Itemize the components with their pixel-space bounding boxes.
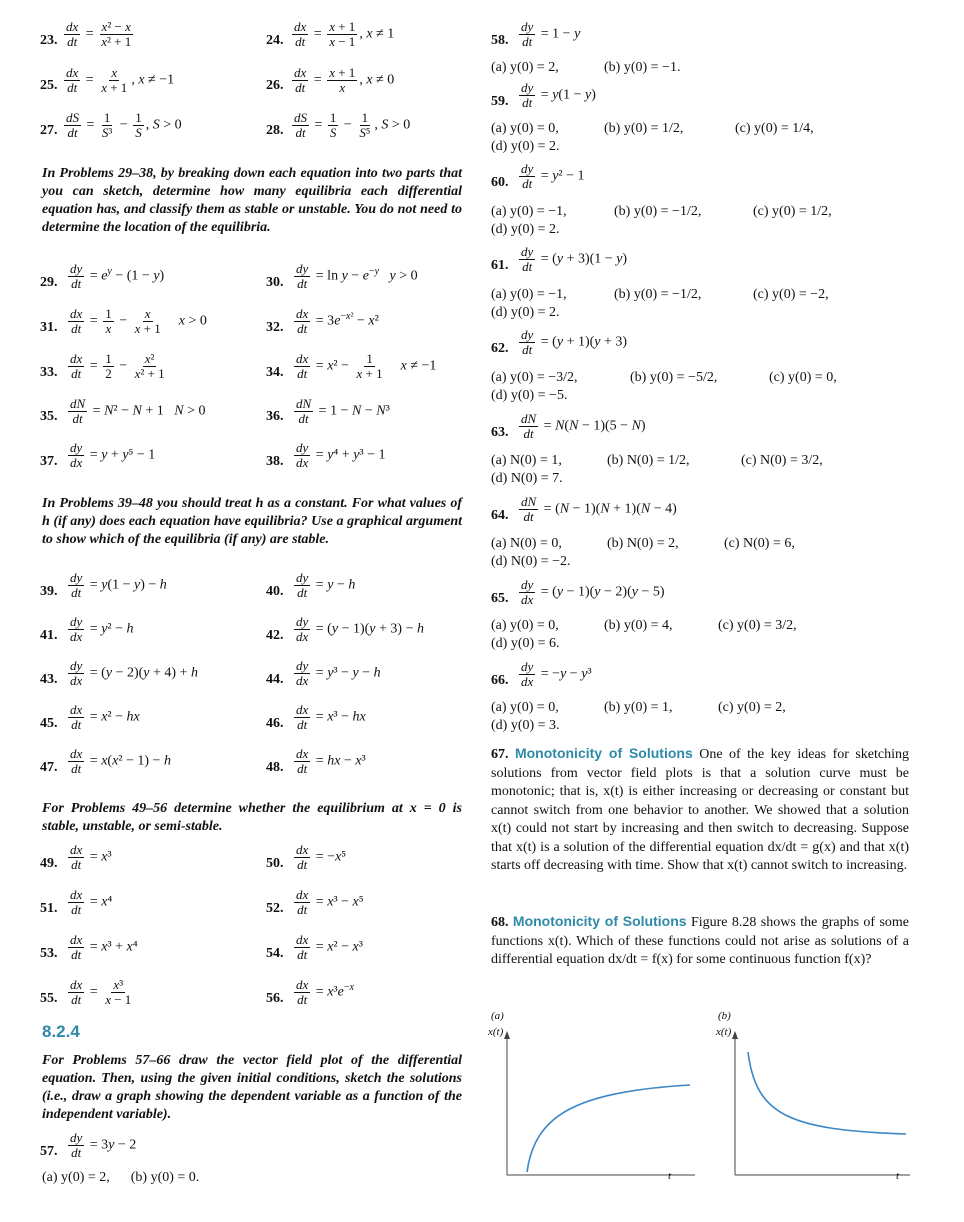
ic-c: (c) y(0) = 1/4, [735, 121, 814, 136]
graph-a-curve [527, 1085, 690, 1172]
problem-equation: $\frac{dy}{dt}$ = y² − 1 [521, 161, 585, 191]
graph-b-curve [748, 1052, 906, 1134]
problem-number: 23. [40, 33, 58, 48]
problem-equation: $\frac{dN}{dt}$ = N(N − 1)(5 − N) [521, 411, 646, 441]
ic-a: (a) y(0) = 0, [491, 700, 559, 715]
problem-equation: $\frac{dx}{dt}$ = $\frac{x + 1}{x - 1}$ , x ≠ 1 [294, 19, 395, 49]
problem-equation: $\frac{dx}{dt}$ = x³ − hx [296, 702, 366, 732]
ic-b: (b) N(0) = 1/2, [607, 453, 690, 468]
problem-equation: $\frac{dx}{dt}$ = $x^3e^{-x}$ [296, 977, 354, 1007]
ic-c: (c) N(0) = 3/2, [741, 453, 823, 468]
problem-number: 46. [266, 716, 284, 731]
graph-b [718, 1030, 918, 1185]
problem-number: 42. [266, 628, 284, 643]
problem-equation: $\frac{dS}{dt}$ = $\frac{1}{S}$ − $\frac{1}{\text{S⁵}}$ , S > 0 [294, 110, 411, 140]
problem-equation: $\frac{dy}{dt}$ = 1 − y [521, 19, 581, 49]
ic-c: (c) y(0) = 3/2, [718, 618, 797, 633]
problem-number: 49. [40, 856, 58, 871]
problem-number: 43. [40, 672, 58, 687]
instructions-49-56: For Problems 49–56 determine whether the equilibrium at x = 0 is stable, unstable, or semi-stable. [42, 801, 462, 834]
problem-equation: $\frac{dx}{dt}$ = x(x² − 1) − h [70, 746, 171, 776]
ic-c: (c) N(0) = 6, [724, 536, 795, 551]
ic-d: (d) N(0) = 7. [491, 471, 563, 486]
problem-equation: $\frac{dy}{dx}$ = y² − h [70, 614, 134, 644]
graph-b-y-arrow [732, 1031, 738, 1039]
ic-b: (b) y(0) = −5/2, [630, 370, 718, 385]
problem-equation: $\frac{dx}{dt}$ = $\frac{x}{x + 1}$ , x ≠ −1 [66, 65, 175, 95]
graph-b-label: (b) [718, 1010, 731, 1022]
problem-number: 48. [266, 760, 284, 775]
problem-equation: $\frac{dx}{dt}$ = $\frac{1}{2}$ − $\frac{\text{x²}}{\text{x² + 1}}$ [70, 351, 165, 381]
problem-equation: $\frac{dy}{dx}$ = (y − 1)(y + 3) − h [296, 614, 424, 644]
problem-number: 27. [40, 123, 58, 138]
problem-number: 33. [40, 365, 58, 380]
problem-equation: $\frac{dx}{dt}$ = x³ + x⁴ [70, 932, 138, 962]
problem-number: 61. [491, 258, 509, 273]
problem-number: 52. [266, 901, 284, 916]
problem-number: 60. [491, 175, 509, 190]
problem-equation: $\frac{dx}{dt}$ = x³ − x⁵ [296, 887, 364, 917]
problem-number: 59. [491, 94, 509, 109]
problem-equation: $\frac{dy}{dx}$ = y + y⁵ − 1 [70, 440, 156, 470]
problem-number: 38. [266, 454, 284, 469]
problem-equation: $\frac{dx}{dt}$ = x² − hx [70, 702, 140, 732]
ic-a: (a) y(0) = 0, [491, 618, 559, 633]
problem-number: 32. [266, 320, 284, 335]
problem-title: Monotonicity of Solutions [512, 913, 687, 929]
problem-equation: $\frac{dx}{dt}$ = x³ [70, 842, 112, 872]
problem-equation: $\frac{dy}{dt}$ = y(1 − y) [521, 80, 596, 110]
problem-number: 26. [266, 78, 284, 93]
ic-c: (c) y(0) = 2, [718, 700, 786, 715]
ic-d: (d) y(0) = −5. [491, 388, 568, 403]
initial-conditions: (a) y(0) = 2, (b) y(0) = 0. [42, 1170, 200, 1185]
ic-c: (c) y(0) = −2, [753, 287, 829, 302]
problem-number: 62. [491, 341, 509, 356]
problem-equation: $\frac{dx}{dt}$ = x² − x³ [296, 932, 363, 962]
problem-equation: $\frac{dN}{dt}$ = 1 − N − N³ [296, 396, 390, 426]
problem-number: 56. [266, 991, 284, 1006]
graph-a-ylabel: x(t) [488, 1026, 504, 1038]
problem-equation: $\frac{dx}{dt}$ = $\frac{1}{x}$ − $\frac{x}{x + 1}$ x > 0 [70, 306, 207, 336]
ic-c: (c) y(0) = 0, [769, 370, 837, 385]
graph-b-ylabel: x(t) [716, 1026, 732, 1038]
problem-equation: $\frac{dx}{dt}$ = $\frac{x + 1}{x}$ , x ≠ 0 [294, 65, 395, 95]
ic-a: (a) y(0) = −3/2, [491, 370, 578, 385]
problem-number: 36. [266, 409, 284, 424]
problem-equation: $\frac{dy}{dt}$ = y − h [296, 570, 356, 600]
ic-d: (d) N(0) = −2. [491, 554, 571, 569]
graph-a-y-arrow [504, 1031, 510, 1039]
problem-number: 44. [266, 672, 284, 687]
ic-a: (a) N(0) = 1, [491, 453, 562, 468]
problem-equation: $\frac{dy}{dx}$ = y³ − y − h [296, 658, 381, 688]
ic-b: (b) y(0) = 4, [604, 618, 673, 633]
ic-b: (b) y(0) = 1/2, [604, 121, 684, 136]
problem-number: 54. [266, 946, 284, 961]
problem-number: 51. [40, 901, 58, 916]
ic-d: (d) y(0) = 2. [491, 222, 560, 237]
problem-number: 67. [491, 747, 509, 762]
problem-equation: $\frac{dS}{dt}$ = $\frac{1}{\text{S³}}$ − $\frac{1}{S}$ , S > 0 [66, 110, 182, 140]
ic-a: (a) y(0) = −1, [491, 287, 567, 302]
instructions-29-38: In Problems 29–38, by breaking down each equation into two parts that you can sketch, determine how many equilibria each differential equation has, and classify them as stable or unstable. You do not need to determine the location of the equilibria. [42, 166, 462, 235]
section-heading: 8.2.4 [42, 1022, 80, 1041]
ic-d: (d) y(0) = 6. [491, 636, 560, 651]
graph-a-xlabel: t [668, 1170, 672, 1182]
problem-equation: $\frac{dN}{dt}$ = N² − N + 1 N > 0 [70, 396, 206, 426]
graph-a-label: (a) [491, 1010, 504, 1022]
problem-number: 31. [40, 320, 58, 335]
problem-number: 30. [266, 275, 284, 290]
ic-a: (a) y(0) = 0, [491, 121, 559, 136]
problem-68 [491, 912, 909, 970]
problem-number: 53. [40, 946, 58, 961]
ic-d: (d) y(0) = 3. [491, 718, 560, 733]
problem-title: Monotonicity of Solutions [514, 745, 693, 761]
problem-equation: $\frac{dy}{dx}$ = −y − y³ [521, 659, 592, 689]
ic-b: (b) y(0) = 1, [604, 700, 673, 715]
problem-equation: $\frac{dy}{dx}$ = y⁴ + y³ − 1 [296, 440, 386, 470]
problem-number: 55. [40, 991, 58, 1006]
problem-number: 64. [491, 508, 509, 523]
ic-d: (d) y(0) = 2. [491, 305, 560, 320]
problem-number: 28. [266, 123, 284, 138]
problem-equation: $\frac{dy}{dt}$ = 3y − 2 [70, 1130, 137, 1160]
problem-number: 58. [491, 33, 509, 48]
problem-equation: $\frac{dy}{dt}$ = y(1 − y) − h [70, 570, 167, 600]
problem-equation: $\frac{dx}{dt}$ = x⁴ [70, 887, 113, 917]
ic-a: (a) N(0) = 0, [491, 536, 562, 551]
problem-number: 65. [491, 591, 509, 606]
problem-equation: $\frac{dy}{dt}$ = (y + 1)(y + 3) [521, 327, 628, 357]
problem-equation: $\frac{dN}{dt}$ = (N − 1)(N + 1)(N − 4) [521, 494, 677, 524]
instructions-57-66: For Problems 57–66 draw the vector field plot of the differential equation. Then, using the given initial conditions, sketch the solutions (i.e., draw a graph showing the dependent variable as a function of the independent variable). [42, 1053, 462, 1122]
ic-a: (a) y(0) = 2, [491, 60, 559, 75]
problem-67 [491, 744, 909, 876]
problem-number: 29. [40, 275, 58, 290]
problem-equation: $\frac{dx}{dt}$ = x² − $\frac{1}{x + 1}$ x ≠ −1 [296, 351, 437, 381]
problem-equation: $\frac{dy}{dx}$ = (y − 1)(y − 2)(y − 5) [521, 577, 665, 607]
problem-number: 66. [491, 673, 509, 688]
problem-number: 57. [40, 1144, 58, 1159]
problem-text: One of the key ideas for sketching solutions from vector field plots is that a solution curve must be monotonic; that is, x(t) is either increasing or decreasing or constant but cannot switch from one behavior to another. We showed that a solution x(t) could not start by increasing and then switch to decreasing. Suppose that x(t) is a solution of the differential equation dx/dt = g(x) and that x(t) starts off decreasing with time. Show that x(t) cannot switch to increasing. [491, 747, 910, 873]
problem-number: 34. [266, 365, 284, 380]
ic-b: (b) N(0) = 2, [607, 536, 679, 551]
problem-text: Figure 8.28 shows the graphs of some functions x(t). Which of these functions could not arise as solutions of a differential equation dx/dt = f(x) for some continuous function f(x)? [491, 915, 910, 967]
ic-d: (d) y(0) = 2. [491, 139, 560, 154]
problem-number: 41. [40, 628, 58, 643]
ic-b: (b) y(0) = −1. [604, 60, 681, 75]
problem-equation: $\frac{dx}{dt}$ = hx − x³ [296, 746, 366, 776]
problem-number: 40. [266, 584, 284, 599]
problem-number: 47. [40, 760, 58, 775]
problem-number: 24. [266, 33, 284, 48]
problem-equation: $\frac{dx}{dt}$ = $\frac{\text{x³}}{x - 1}$ [70, 977, 132, 1007]
instructions-39-48: In Problems 39–48 you should treat h as a constant. For what values of h (if any) does each equation have equilibria? Use a graphical argument to show which of the equilibria (if any) are stable. [42, 496, 462, 547]
problem-equation: $\frac{dy}{dx}$ = (y − 2)(y + 4) + h [70, 658, 198, 688]
graph-a [490, 1030, 700, 1185]
problem-equation: $\frac{dx}{dt}$ = $3e^{-x^2} - x^2$ [296, 306, 379, 336]
ic-b: (b) y(0) = −1/2, [614, 287, 702, 302]
problem-equation: $\frac{dy}{dt}$ = $e^y - (1 - y)$ [70, 261, 165, 291]
ic-b: (b) y(0) = −1/2, [614, 204, 702, 219]
graph-b-xlabel: t [896, 1170, 900, 1182]
problem-equation: $\frac{dy}{dt}$ = $\ln y - e^{-y}$ y > 0 [296, 261, 418, 291]
problem-number: 25. [40, 78, 58, 93]
problem-equation: $\frac{dy}{dt}$ = (y + 3)(1 − y) [521, 244, 628, 274]
problem-number: 45. [40, 716, 58, 731]
problem-equation: $\frac{dx}{dt}$ = −x⁵ [296, 842, 347, 872]
problem-number: 39. [40, 584, 58, 599]
problem-number: 35. [40, 409, 58, 424]
ic-a: (a) y(0) = −1, [491, 204, 567, 219]
problem-number: 63. [491, 425, 509, 440]
problem-number: 68. [491, 915, 509, 930]
problem-equation: $\frac{dx}{dt}$ = $\frac{\text{x² − x}}{\text{x² + 1}}$ [66, 19, 132, 49]
ic-c: (c) y(0) = 1/2, [753, 204, 832, 219]
problem-number: 50. [266, 856, 284, 871]
problem-number: 37. [40, 454, 58, 469]
